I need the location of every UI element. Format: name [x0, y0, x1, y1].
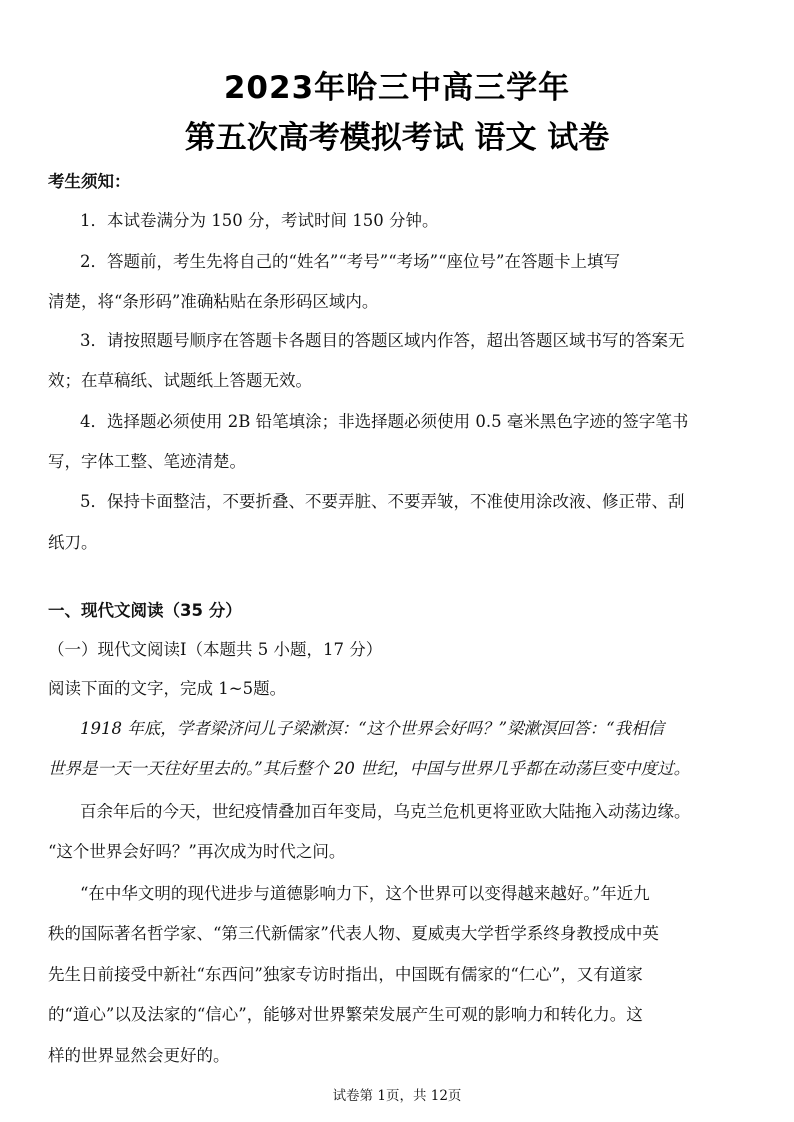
exam-title-line1: 2023年哈三中高三学年 — [223, 70, 571, 106]
exam-title-line2: 第五次高考模拟考试 语文 试卷 — [184, 120, 610, 156]
passage-line: 1918 年底，学者梁济问儿子梁漱溟：“这个世界会好吗？”梁漱溟回答：“我相信 — [80, 719, 665, 738]
notice-line: 效；在草稿纸、试题纸上答题无效。 — [48, 371, 312, 390]
notice-line: 3．请按照题号顺序在答题卡各题目的答题区域内作答，超出答题区域书写的答案无 — [80, 331, 685, 350]
passage-line: 样的世界显然会更好的。 — [48, 1046, 230, 1065]
notice-line: 纸刀。 — [48, 533, 98, 552]
notice-line: 写，字体工整、笔迹清楚。 — [48, 452, 246, 471]
notice-line: 4．选择题必须使用 2B 铅笔填涂；非选择题必须使用 0.5 毫米黑色字迹的签字笔书 — [80, 412, 689, 431]
passage-line: 世界是一天一天往好里去的。”其后整个 20 世纪，中国与世界几乎都在动荡巨变中度过。 — [48, 759, 691, 778]
passage-line: 百余年后的今天，世纪疫情叠加百年变局，乌克兰危机更将亚欧大陆拖入动荡边缘。 — [80, 802, 691, 821]
section-instruction: 阅读下面的文字，完成 1~5题。 — [48, 679, 287, 698]
passage-line: 秩的国际著名哲学家、“第三代新儒家”代表人物、夏威夷大学哲学系终身教授成中英 — [48, 924, 659, 943]
section-subheading: （一）现代文阅读Ⅰ（本题共 5 小题，17 分） — [48, 640, 383, 659]
page-footer: 试卷第 1页，共 12页 — [332, 1088, 462, 1104]
passage-line: 的“道心”以及法家的“信心”，能够对世界繁荣发展产生可观的影响力和转化力。这 — [48, 1005, 643, 1024]
section-heading: 一、现代文阅读（35 分） — [48, 601, 242, 620]
passage-line: 先生日前接受中新社“东西问”独家专访时指出，中国既有儒家的“仁心”，又有道家 — [48, 965, 643, 984]
notice-heading: 考生须知： — [48, 172, 131, 191]
notice-line: 5．保持卡面整洁，不要折叠、不要弄脏、不要弄皱，不准使用涂改液、修正带、刮 — [80, 492, 685, 511]
passage-line: “这个世界会好吗？”再次成为时代之问。 — [48, 842, 346, 861]
notice-line: 1．本试卷满分为 150 分，考试时间 150 分钟。 — [80, 211, 439, 230]
passage-line: “在中华文明的现代进步与道德影响力下，这个世界可以变得越来越好。”年近九 — [80, 884, 650, 903]
notice-line: 清楚，将“条形码”准确粘贴在条形码区域内。 — [48, 292, 379, 311]
notice-line: 2．答题前，考生先将自己的“姓名”“考号”“考场”“座位号”在答题卡上填写 — [80, 252, 620, 271]
